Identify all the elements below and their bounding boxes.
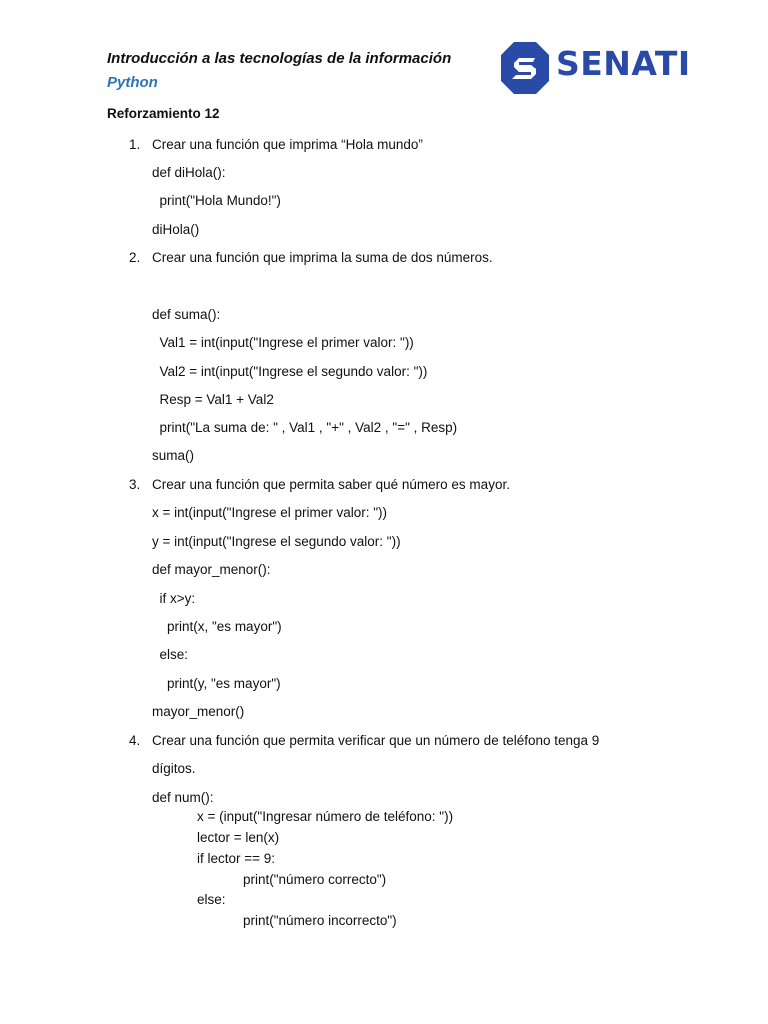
item-3-prompt: Crear una función que permita saber qué número es mayor. [152, 477, 510, 492]
item-3-number: 3. [129, 477, 141, 492]
code-line: print("La suma de: " , Val1 , "+" , Val2 , "=" , Resp) [152, 420, 458, 435]
code-line: else: [197, 892, 226, 907]
code-line: def num(): [152, 790, 214, 805]
document-subtitle: Python [107, 74, 158, 91]
code-line: print("número incorrecto") [243, 913, 397, 928]
item-1-number: 1. [129, 137, 141, 152]
code-line: Val2 = int(input("Ingrese el segundo valor: ")) [152, 364, 428, 379]
code-line: print(y, "es mayor") [152, 676, 281, 691]
item-1-prompt: Crear una función que imprima “Hola mundo” [152, 137, 423, 152]
code-line: x = (input("Ingresar número de teléfono: ")) [197, 809, 454, 824]
code-line: if lector == 9: [197, 851, 276, 866]
item-2-number: 2. [129, 250, 141, 265]
code-line: print("número correcto") [243, 872, 387, 887]
code-line: def mayor_menor(): [152, 562, 271, 577]
code-line: mayor_menor() [152, 704, 245, 719]
section-title: Reforzamiento 12 [107, 106, 220, 121]
item-4-prompt-line-1: Crear una función que permita verificar que un número de teléfono tenga 9 [152, 733, 600, 748]
code-line: lector = len(x) [197, 830, 280, 845]
senati-logo-icon [500, 41, 550, 95]
senati-logo [500, 40, 690, 96]
code-line: print(x, "es mayor") [152, 619, 282, 634]
code-line: x = int(input("Ingrese el primer valor: ")) [152, 505, 388, 520]
code-line: suma() [152, 448, 195, 463]
document-title: Introducción a las tecnologías de la información [107, 50, 452, 67]
code-line: diHola() [152, 222, 200, 237]
code-line: def suma(): [152, 307, 221, 322]
item-4-prompt-line-2: dígitos. [152, 761, 196, 776]
code-line: if x>y: [152, 591, 196, 606]
code-line: else: [152, 647, 189, 662]
code-line: Val1 = int(input("Ingrese el primer valor: ")) [152, 335, 414, 350]
code-line: y = int(input("Ingrese el segundo valor: ")) [152, 534, 401, 549]
code-line: print("Hola Mundo!") [152, 193, 281, 208]
code-line: Resp = Val1 + Val2 [152, 392, 274, 407]
item-2-prompt: Crear una función que imprima la suma de dos números. [152, 250, 493, 265]
item-4-number: 4. [129, 733, 141, 748]
senati-logo-text: SENATI [556, 44, 691, 83]
code-line: def diHola(): [152, 165, 226, 180]
